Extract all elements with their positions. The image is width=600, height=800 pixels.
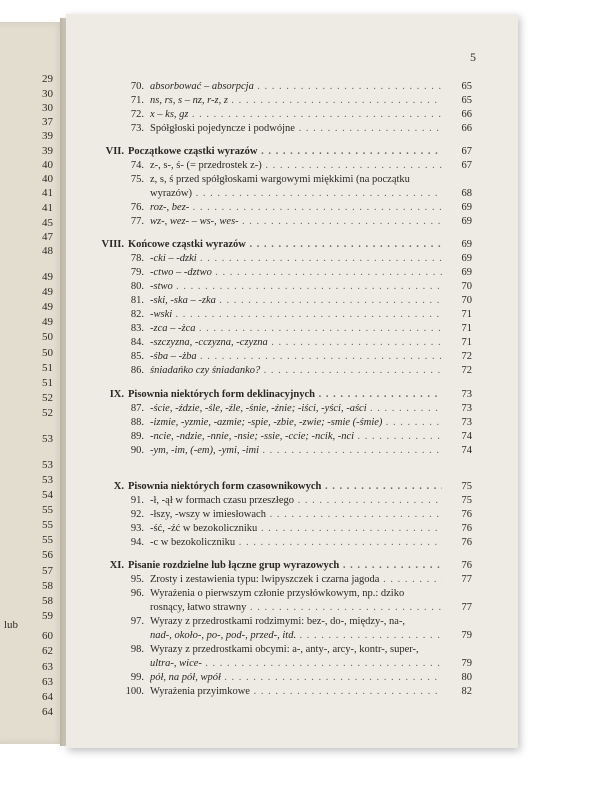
section-title: Końcowe cząstki wyrazów . . . (128, 238, 442, 251)
entry-title: śniadańko czy śniadanko? . . . (150, 364, 442, 377)
entry-title: nad-, około-, po-, pod-, przed-, itd. . . . (150, 629, 442, 642)
left-page-number: 58 (42, 595, 53, 607)
entry-page: 71 (461, 309, 472, 320)
entry-number: 94. (130, 537, 144, 548)
entry-page: 77 (461, 574, 472, 585)
section-page: 73 (461, 389, 472, 400)
entry-page: 65 (461, 95, 472, 106)
toc-entry (66, 252, 518, 265)
left-page-number: 48 (42, 245, 53, 257)
toc-entry (66, 336, 518, 349)
toc-section (66, 480, 518, 493)
entry-title: -stwo . . . (150, 280, 442, 293)
entry-number: 87. (130, 403, 144, 414)
entry-number: 86. (130, 365, 144, 376)
entry-number: 92. (130, 509, 144, 520)
entry-page: 73 (461, 403, 472, 414)
left-page-number: 40 (42, 159, 53, 171)
entry-number: 84. (130, 337, 144, 348)
entry-title: -ście, -ździe, -śle, -źle, -śnie, -źnie; -iści, -yści, -aści . . . (150, 402, 442, 415)
entry-number: 80. (130, 281, 144, 292)
entry-number: 81. (130, 295, 144, 306)
entry-number: 83. (130, 323, 144, 334)
entry-number: 72. (130, 109, 144, 120)
entry-title: -ctwo – -dztwo . . . (150, 266, 442, 279)
left-page-number: 29 (42, 73, 53, 85)
entry-page: 79 (461, 630, 472, 641)
left-page-number: 40 (42, 173, 53, 185)
left-page-number: 57 (42, 565, 53, 577)
toc-entry (66, 522, 518, 535)
entry-page: 79 (461, 658, 472, 669)
entry-number: 91. (130, 495, 144, 506)
entry-page: 76 (461, 523, 472, 534)
toc-entry (66, 308, 518, 321)
toc-entry (66, 494, 518, 507)
toc-entry (66, 508, 518, 521)
entry-number: 93. (130, 523, 144, 534)
left-page-number: 53 (42, 459, 53, 471)
entry-title: absorbować – absorpcja . . . (150, 80, 442, 93)
left-page-number: 53 (42, 433, 53, 445)
toc-entry (66, 201, 518, 214)
entry-title: Wyrazy z przedrostkami rodzimymi: bez-, do-, między-, na-, (150, 616, 406, 627)
entry-page: 77 (461, 602, 472, 613)
toc-entry (66, 215, 518, 228)
left-page-number: 63 (42, 661, 53, 673)
previous-page-edge (0, 22, 67, 744)
toc-entry (66, 402, 518, 415)
toc-entry (66, 685, 518, 698)
entry-page: 76 (461, 509, 472, 520)
entry-title: -wski . . . (150, 308, 442, 321)
left-page-number: 49 (42, 301, 53, 313)
entry-page: 72 (461, 351, 472, 362)
entry-title: Wyrażenia przyimkowe . . . (150, 685, 442, 698)
entry-page: 65 (461, 81, 472, 92)
left-page-number: 41 (42, 187, 53, 199)
entry-title: Wyrażenia o pierwszym członie przysłówkowym, np.: dziko (150, 588, 405, 599)
page-number: 5 (470, 50, 476, 64)
entry-page: 80 (461, 672, 472, 683)
entry-page: 73 (461, 417, 472, 428)
left-page-number: 50 (42, 331, 53, 343)
entry-page: 69 (461, 267, 472, 278)
entry-page: 67 (461, 160, 472, 171)
left-page-number: 63 (42, 676, 53, 688)
toc-page (66, 14, 518, 748)
toc-entry (66, 322, 518, 335)
entry-number: 77. (130, 216, 144, 227)
entry-title: -zca – -żca . . . (150, 322, 442, 335)
entry-page: 69 (461, 216, 472, 227)
toc-entry (66, 536, 518, 549)
left-page-number: 59 (42, 610, 53, 622)
left-page-number: 41 (42, 202, 53, 214)
toc-entry (66, 350, 518, 363)
entry-title: x – ks, gz . . . (150, 108, 442, 121)
entry-title: -łszy, -wszy w imiesłowach . . . (150, 508, 442, 521)
toc-entry (66, 280, 518, 293)
toc-entry (66, 159, 518, 172)
left-page-number: 62 (42, 645, 53, 657)
toc-entry-continuation (66, 657, 518, 670)
entry-number: 97. (130, 616, 144, 627)
toc-section (66, 145, 518, 158)
entry-title: Zrosty i zestawienia typu: lwipyszczek i czarna jagoda . . . (150, 573, 442, 586)
entry-number: 98. (130, 644, 144, 655)
entry-number: 100. (125, 686, 144, 697)
toc-entry-continuation (66, 187, 518, 200)
entry-title: z, s, ś przed spółgłoskami wargowymi miękkimi (na początku (150, 174, 410, 185)
entry-number: 79. (130, 267, 144, 278)
toc-entry (66, 430, 518, 443)
toc-entry (66, 108, 518, 121)
entry-title: -cki – -dzki . . . (150, 252, 442, 265)
entry-title: -śba – -żba . . . (150, 350, 442, 363)
entry-title: ns, rs, s – nz, r-z, z . . . (150, 94, 442, 107)
section-page: 75 (461, 481, 472, 492)
toc-section (66, 559, 518, 572)
entry-page: 74 (461, 431, 472, 442)
section-page: 67 (461, 146, 472, 157)
entry-number: 99. (130, 672, 144, 683)
section-page: 76 (461, 560, 472, 571)
toc-entry (66, 94, 518, 107)
left-page-number: 30 (42, 102, 53, 114)
entry-page: 68 (461, 188, 472, 199)
entry-number: 74. (130, 160, 144, 171)
section-number: VII. (105, 146, 124, 157)
toc-section (66, 388, 518, 401)
left-page-number: 60 (42, 630, 53, 642)
entry-title: -izmie, -yzmie, -azmie; -spie, -zbie, -zwie; -smie (-śmie) . . . (150, 416, 442, 429)
left-page-number: 54 (42, 489, 53, 501)
entry-title: Spółgłoski pojedyncze i podwójne . . . (150, 122, 442, 135)
entry-title: -szczyzna, -cczyzna, -czyzna . . . (150, 336, 442, 349)
left-page-number: 49 (42, 286, 53, 298)
left-page-number: 55 (42, 519, 53, 531)
left-page-number: 52 (42, 392, 53, 404)
left-page-number: 55 (42, 504, 53, 516)
left-page-number: 53 (42, 474, 53, 486)
left-page-number: 55 (42, 534, 53, 546)
entry-page: 72 (461, 365, 472, 376)
entry-number: 88. (130, 417, 144, 428)
section-title: Pisanie rozdzielne lub łączne grup wyrazowych . . . (128, 559, 442, 572)
entry-title: z-, s-, ś- (= przedrostek z-) . . . (150, 159, 442, 172)
toc-entry (66, 615, 518, 628)
toc-entry (66, 294, 518, 307)
entry-page: 66 (461, 123, 472, 134)
entry-title: roz-, bez- . . . (150, 201, 442, 214)
entry-page: 69 (461, 202, 472, 213)
entry-title: wyrazów) . . . (150, 187, 442, 200)
section-page: 69 (461, 239, 472, 250)
toc-entry (66, 444, 518, 457)
toc-entry (66, 266, 518, 279)
toc-entry (66, 587, 518, 600)
entry-number: 73. (130, 123, 144, 134)
entry-page: 75 (461, 495, 472, 506)
left-page-number: 56 (42, 549, 53, 561)
entry-page: 76 (461, 537, 472, 548)
entry-page: 69 (461, 253, 472, 264)
entry-number: 90. (130, 445, 144, 456)
section-title: Pisownia niektórych form deklinacyjnych . . . (128, 388, 442, 401)
entry-number: 71. (130, 95, 144, 106)
entry-number: 96. (130, 588, 144, 599)
left-page-number: 39 (42, 130, 53, 142)
entry-title: wz-, wez- – ws-, wes- . . . (150, 215, 442, 228)
left-page-number: 51 (42, 377, 53, 389)
toc-entry (66, 122, 518, 135)
entry-title: Wyrazy z przedrostkami obcymi: a-, anty-, arcy-, kontr-, super-, (150, 644, 419, 655)
entry-title: -ym, -im, (-em), -ymi, -imi . . . (150, 444, 442, 457)
entry-title: ultra-, wice- . . . (150, 657, 442, 670)
toc-entry (66, 643, 518, 656)
toc-entry (66, 671, 518, 684)
section-number: XI. (109, 560, 124, 571)
left-page-number: 64 (42, 706, 53, 718)
left-page-number: 64 (42, 691, 53, 703)
toc-entry-continuation (66, 601, 518, 614)
left-page-number: 47 (42, 231, 53, 243)
entry-page: 82 (461, 686, 472, 697)
entry-page: 71 (461, 337, 472, 348)
entry-number: 89. (130, 431, 144, 442)
entry-page: 70 (461, 295, 472, 306)
toc-entry-continuation (66, 629, 518, 642)
entry-page: 74 (461, 445, 472, 456)
entry-title: pół, na pół, wpół . . . (150, 671, 442, 684)
left-page-number: 39 (42, 145, 53, 157)
left-page-number: 30 (42, 88, 53, 100)
toc-entry (66, 364, 518, 377)
entry-number: 75. (130, 174, 144, 185)
entry-number: 70. (130, 81, 144, 92)
toc-entry (66, 573, 518, 586)
toc-entry (66, 173, 518, 186)
left-page-number: 37 (42, 116, 53, 128)
toc-section (66, 238, 518, 251)
entry-number: 95. (130, 574, 144, 585)
left-page-number: 51 (42, 362, 53, 374)
entry-title: -ski, -ska – -zka . . . (150, 294, 442, 307)
left-page-number: 52 (42, 407, 53, 419)
left-page-word: lub (4, 619, 19, 631)
section-number: VIII. (101, 239, 124, 250)
entry-page: 66 (461, 109, 472, 120)
entry-page: 71 (461, 323, 472, 334)
section-number: IX. (109, 389, 124, 400)
entry-number: 85. (130, 351, 144, 362)
entry-title: rosnący, łatwo strawny . . . (150, 601, 442, 614)
toc-entry (66, 416, 518, 429)
entry-number: 76. (130, 202, 144, 213)
entry-title: -ncie, -ndzie, -nnie, -nsie; -ssie, -ccie; -ncik, -nci . . . (150, 430, 442, 443)
entry-title: -ść, -źć w bezokoliczniku . . . (150, 522, 442, 535)
left-page-number: 50 (42, 347, 53, 359)
entry-page: 70 (461, 281, 472, 292)
entry-title: -c w bezokoliczniku . . . (150, 536, 442, 549)
section-title: Pisownia niektórych form czasownikowych . . . (128, 480, 442, 493)
section-title: Początkowe cząstki wyrazów . . . (128, 145, 442, 158)
entry-title: -ł, -ął w formach czasu przeszłego . . . (150, 494, 442, 507)
section-number: X. (113, 481, 124, 492)
left-page-number: 49 (42, 271, 53, 283)
left-page-number: 45 (42, 217, 53, 229)
left-page-number: 58 (42, 580, 53, 592)
left-page-number: 49 (42, 316, 53, 328)
entry-number: 82. (130, 309, 144, 320)
toc-entry (66, 80, 518, 93)
entry-number: 78. (130, 253, 144, 264)
